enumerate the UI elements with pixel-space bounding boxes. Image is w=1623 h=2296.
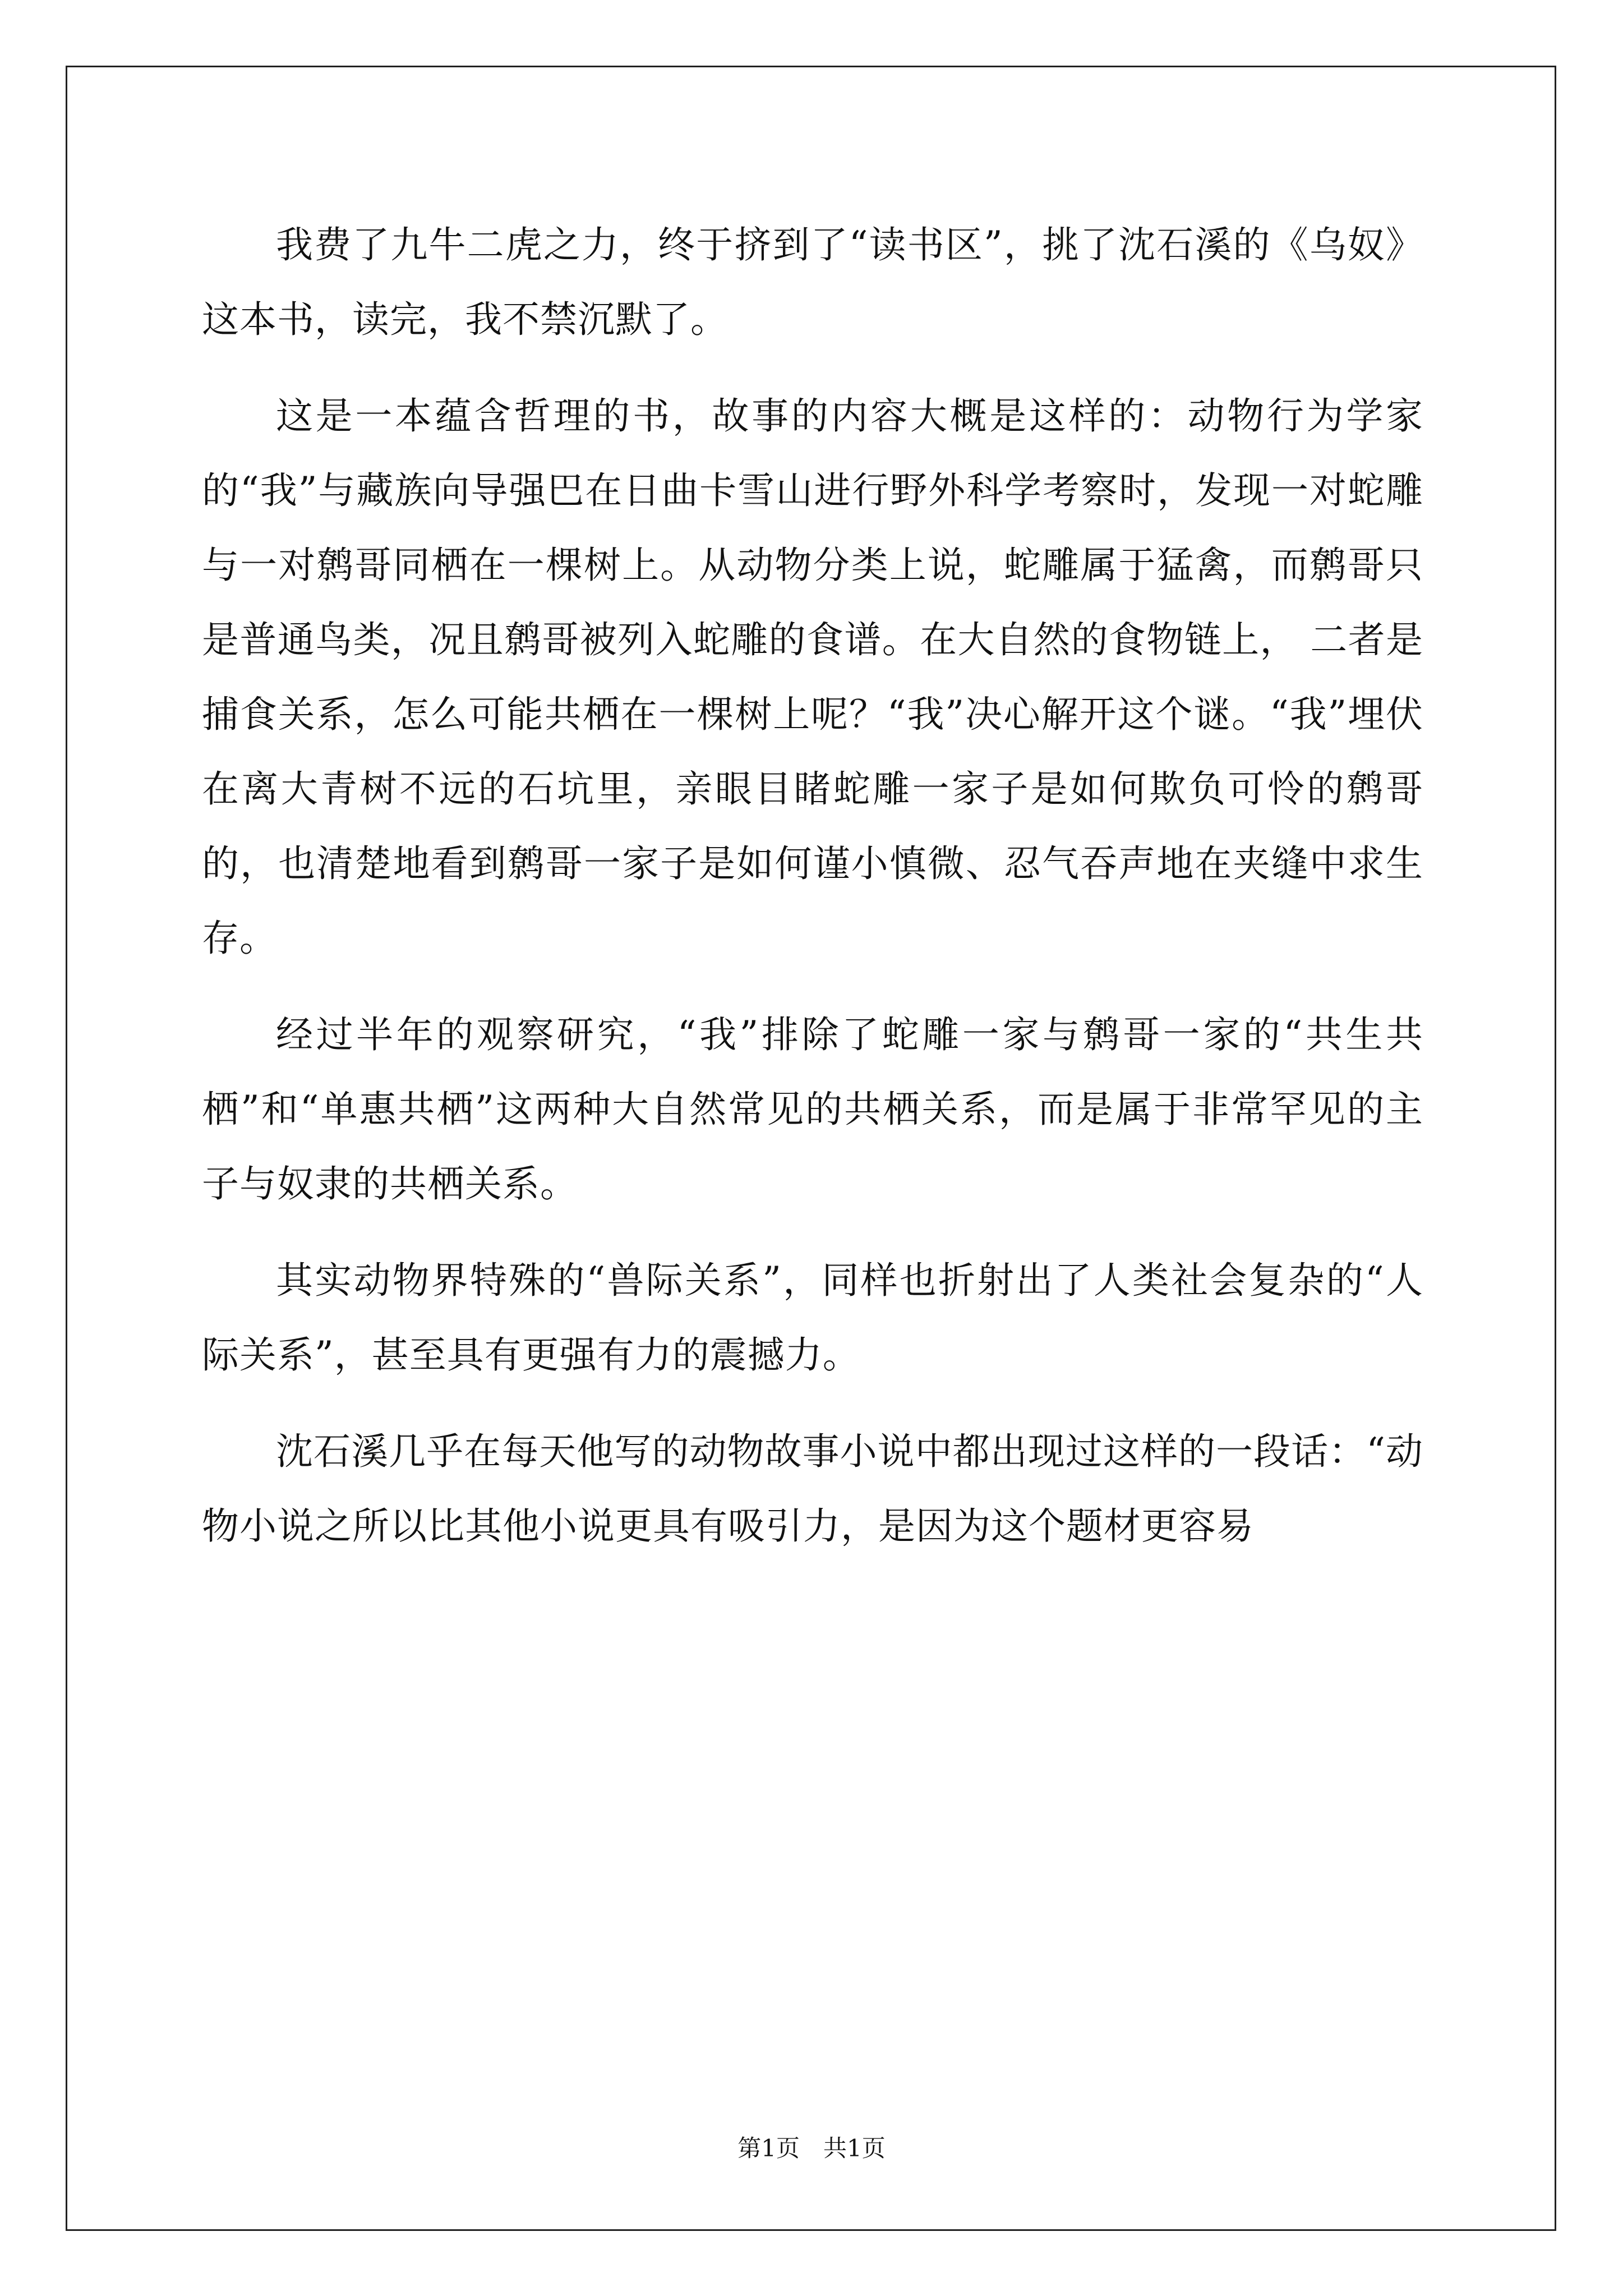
paragraph-2: 这是一本蕴含哲理的书，故事的内容大概是这样的：动物行为学家的“我”与藏族向导强巴在日曲卡雪山进行野外科学考察时，发现一对蛇雕与一对鹩哥同栖在一棵树上。从动物分类上说，蛇雕属于猛禽，而鹩哥只是普通鸟类，况且鹩哥被列入蛇雕的食谱。在大自然的食物链上， 二者是捕食关系，怎么可能共栖在一棵树上呢？“我”决心解开这个谜。“我”埋伏在离大青树不远的石坑里，亲眼目睹蛇雕一家子是如何欺负可怜的鹩哥的，也清楚地看到鹩哥一家子是如何谨小慎微、忍气吞声地在夹缝中求生存。 [202,394,1423,960]
paragraph-3: 经过半年的观察研究，“我”排除了蛇雕一家与鹩哥一家的“共生共栖”和“单惠共栖”这两种大自然常见的共栖关系，而是属于非常罕见的主子与奴隶的共栖关系。 [202,1013,1423,1205]
paragraph-4: 其实动物界特殊的“兽际关系”，同样也折射出了人类社会复杂的“人际关系”，甚至具有更强有力的震撼力。 [202,1259,1423,1377]
paragraph-5: 沈石溪几乎在每天他写的动物故事小说中都出现过这样的一段话：“动物小说之所以比其他小说更具有吸引力，是因为这个题材更容易 [202,1430,1423,1548]
page-number-footer: 第1页 共1页 [737,2134,886,2162]
paragraph-1: 我费了九牛二虎之力，终于挤到了“读书区”，挑了沈石溪的《乌奴》这本书，读完，我不禁沉默了。 [202,223,1423,341]
document-body [202,208,1423,1585]
